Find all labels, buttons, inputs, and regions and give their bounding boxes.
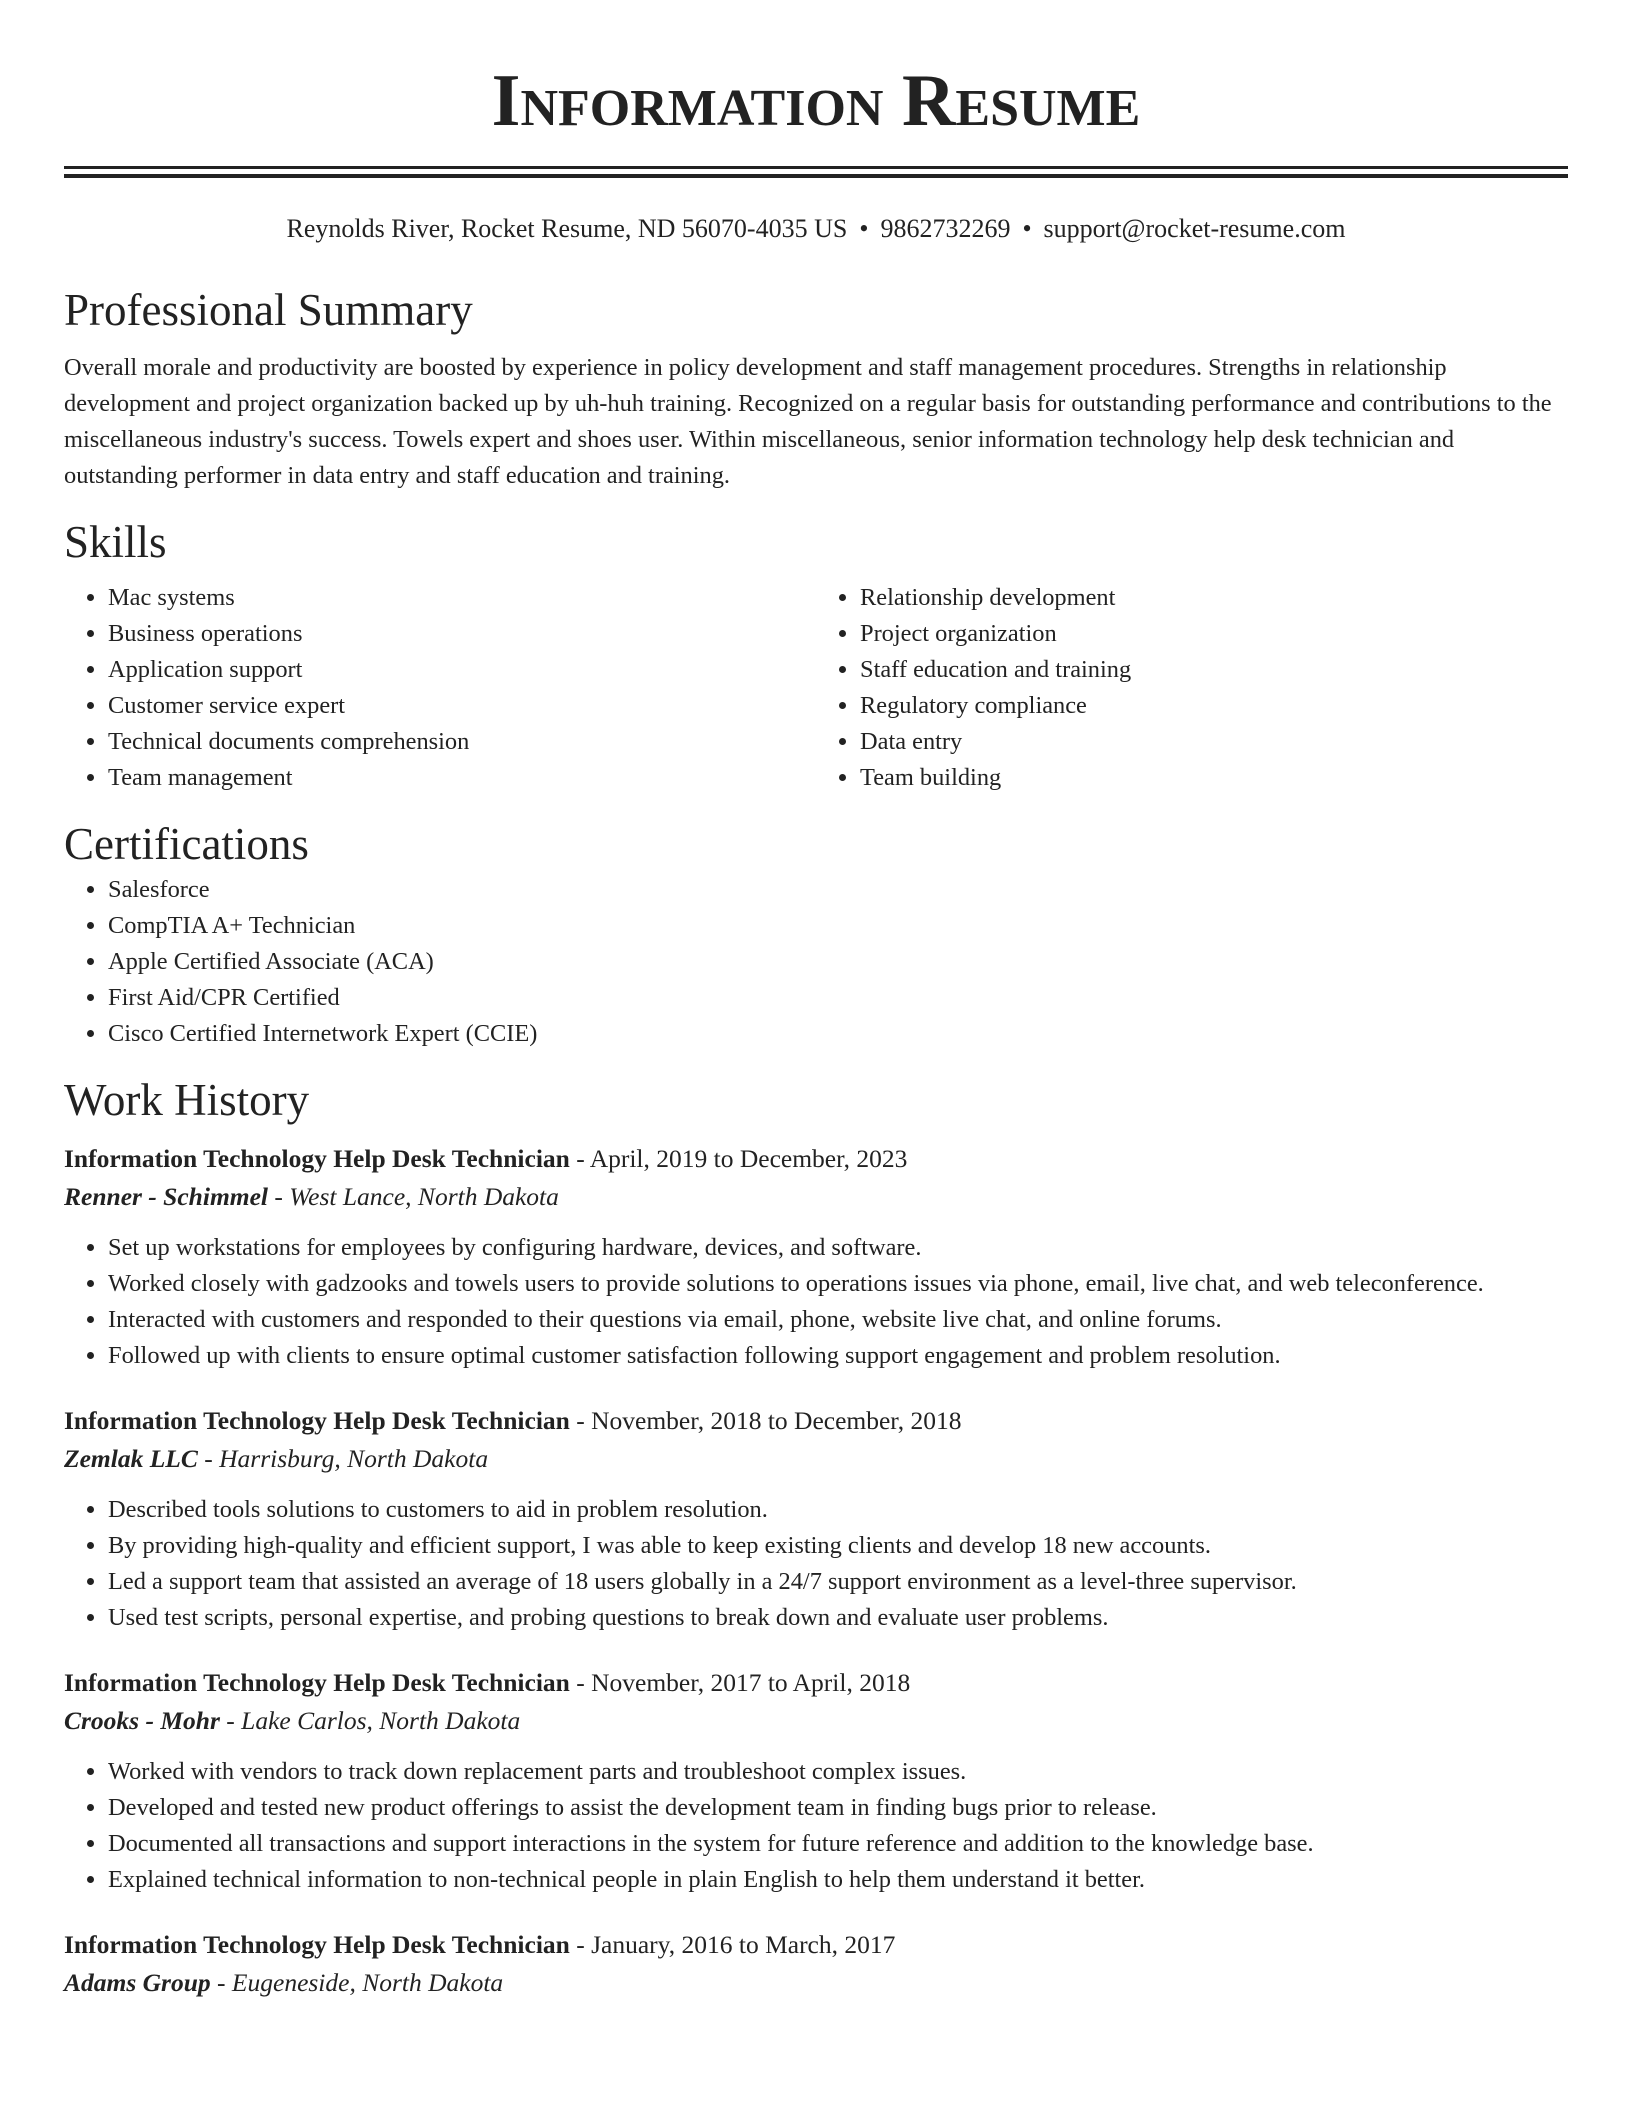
certification-item: • CompTIA A+ Technician xyxy=(108,908,1568,944)
job-role: Information Technology Help Desk Technician xyxy=(64,1930,570,1959)
job-company: Renner - Schimmel xyxy=(64,1182,269,1211)
job-company-dash: - xyxy=(210,1968,232,1997)
job-dates: January, 2016 to March, 2017 xyxy=(591,1930,896,1959)
job-company-dash: - xyxy=(197,1444,220,1473)
skills-list-left xyxy=(64,580,816,796)
job-title-dash: - xyxy=(569,1144,590,1173)
job-bullet: • Worked with vendors to track down replacement parts and troubleshoot complex issues. xyxy=(108,1754,1568,1790)
job-company-dash: - xyxy=(268,1182,290,1211)
skill-item: • Project organization xyxy=(860,616,1568,652)
summary-text: Overall morale and productivity are boosted by experience in policy development and staff management procedures. Strengths in relationship development and project organization backed up by uh-huh training. Recognized on a regular basis for outstanding performance and contributions to the miscellaneous industry's success. Towels expert and shoes user. Within miscellaneous, senior information technology help desk technician and outstanding performer in data entry and staff education and training. xyxy=(64,354,1552,489)
job-company-line xyxy=(64,1702,1568,1740)
contact-email[interactable]: support@rocket-resume.com xyxy=(1043,214,1346,243)
job-location: Harrisburg, North Dakota xyxy=(219,1444,489,1473)
contact-phone: 9862732269 xyxy=(880,214,1011,243)
skill-item: • Customer service expert xyxy=(108,688,816,724)
job-bullet: • Documented all transactions and support interactions in the system for future reference and addition to the knowledge base. xyxy=(108,1826,1568,1862)
job-role: Information Technology Help Desk Technician xyxy=(64,1668,570,1697)
job-title-line xyxy=(64,1926,1568,1964)
job-company-line xyxy=(64,1440,1568,1478)
certification-item: • Apple Certified Associate (ACA) xyxy=(108,944,1568,980)
job-location: Lake Carlos, North Dakota xyxy=(241,1706,521,1735)
job-company: Zemlak LLC xyxy=(64,1444,198,1473)
skills-grid xyxy=(64,580,1568,796)
work-history-list xyxy=(64,1140,1568,2002)
skill-item: • Team building xyxy=(860,760,1568,796)
job-title-line xyxy=(64,1140,1568,1178)
job-company-line xyxy=(64,1964,1568,2002)
resume-name: Information Resume xyxy=(491,60,1141,142)
skill-item: • Business operations xyxy=(108,616,816,652)
job-bullets xyxy=(64,1230,1568,1374)
job-bullet: • Set up workstations for employees by configuring hardware, devices, and software. xyxy=(108,1230,1568,1266)
summary-heading: Professional Summary xyxy=(64,285,473,335)
skill-item: • Mac systems xyxy=(108,580,816,616)
job-company-line xyxy=(64,1178,1568,1216)
work-history-heading: Work History xyxy=(64,1075,310,1125)
job-location: West Lance, North Dakota xyxy=(289,1182,559,1211)
skill-item: • Regulatory compliance xyxy=(860,688,1568,724)
skills-column-right xyxy=(816,580,1568,796)
job-company-dash: - xyxy=(219,1706,242,1735)
job-bullets xyxy=(64,1754,1568,1898)
job-entry xyxy=(64,1140,1568,1374)
job-entry xyxy=(64,1402,1568,1636)
contact-separator: • xyxy=(1022,214,1032,243)
job-bullet: • Interacted with customers and responded to their questions via email, phone, website live chat, and online forums. xyxy=(108,1302,1568,1338)
job-title-dash: - xyxy=(569,1930,592,1959)
certifications-heading: Certifications xyxy=(64,819,309,869)
job-role: Information Technology Help Desk Technician xyxy=(64,1144,570,1173)
job-bullet: • Explained technical information to non-technical people in plain English to help them understand it better. xyxy=(108,1862,1568,1898)
skills-column-left xyxy=(64,580,816,796)
job-entry xyxy=(64,1664,1568,1898)
job-title-line xyxy=(64,1402,1568,1440)
job-title-dash: - xyxy=(569,1668,592,1697)
job-role: Information Technology Help Desk Technician xyxy=(64,1406,570,1435)
skills-heading: Skills xyxy=(64,517,167,567)
job-title-dash: - xyxy=(569,1406,592,1435)
job-entry xyxy=(64,1926,1568,2002)
job-dates: November, 2017 to April, 2018 xyxy=(591,1668,911,1697)
skills-list-right xyxy=(816,580,1568,796)
job-company: Crooks - Mohr xyxy=(64,1706,220,1735)
skill-item: • Relationship development xyxy=(860,580,1568,616)
job-bullet: • By providing high-quality and efficient support, I was able to keep existing clients and develop 18 new accounts. xyxy=(108,1528,1568,1564)
job-bullet: • Led a support team that assisted an average of 18 users globally in a 24/7 support environment as a level-three supervisor. xyxy=(108,1564,1568,1600)
skill-item: • Application support xyxy=(108,652,816,688)
contact-line xyxy=(64,212,1568,246)
job-location: Eugeneside, North Dakota xyxy=(231,1968,504,1997)
job-bullet: • Used test scripts, personal expertise, and probing questions to break down and evaluate user problems. xyxy=(108,1600,1568,1636)
skill-item: • Data entry xyxy=(860,724,1568,760)
job-bullet: • Worked closely with gadzooks and towels users to provide solutions to operations issues via phone, email, live chat, and web teleconference. xyxy=(108,1266,1568,1302)
certification-item: • Salesforce xyxy=(108,872,1568,908)
header-divider-thin xyxy=(64,174,1568,178)
job-title-line xyxy=(64,1664,1568,1702)
job-bullet: • Described tools solutions to customers to aid in problem resolution. xyxy=(108,1492,1568,1528)
skill-item: • Staff education and training xyxy=(860,652,1568,688)
contact-address: Reynolds River, Rocket Resume, ND 56070-4035 US xyxy=(286,214,848,243)
job-bullets xyxy=(64,1492,1568,1636)
skill-item: • Technical documents comprehension xyxy=(108,724,816,760)
header-divider-thick xyxy=(64,166,1568,169)
certifications-list xyxy=(64,872,1568,1052)
job-bullet: • Followed up with clients to ensure optimal customer satisfaction following support engagement and problem resolution. xyxy=(108,1338,1568,1374)
contact-separator: • xyxy=(859,214,869,243)
job-company: Adams Group xyxy=(64,1968,211,1997)
job-bullet: • Developed and tested new product offerings to assist the development team in finding bugs prior to release. xyxy=(108,1790,1568,1826)
certification-item: • First Aid/CPR Certified xyxy=(108,980,1568,1016)
job-dates: November, 2018 to December, 2018 xyxy=(591,1406,962,1435)
job-dates: April, 2019 to December, 2023 xyxy=(589,1144,908,1173)
skill-item: • Team management xyxy=(108,760,816,796)
certification-item: • Cisco Certified Internetwork Expert (CCIE) xyxy=(108,1016,1568,1052)
